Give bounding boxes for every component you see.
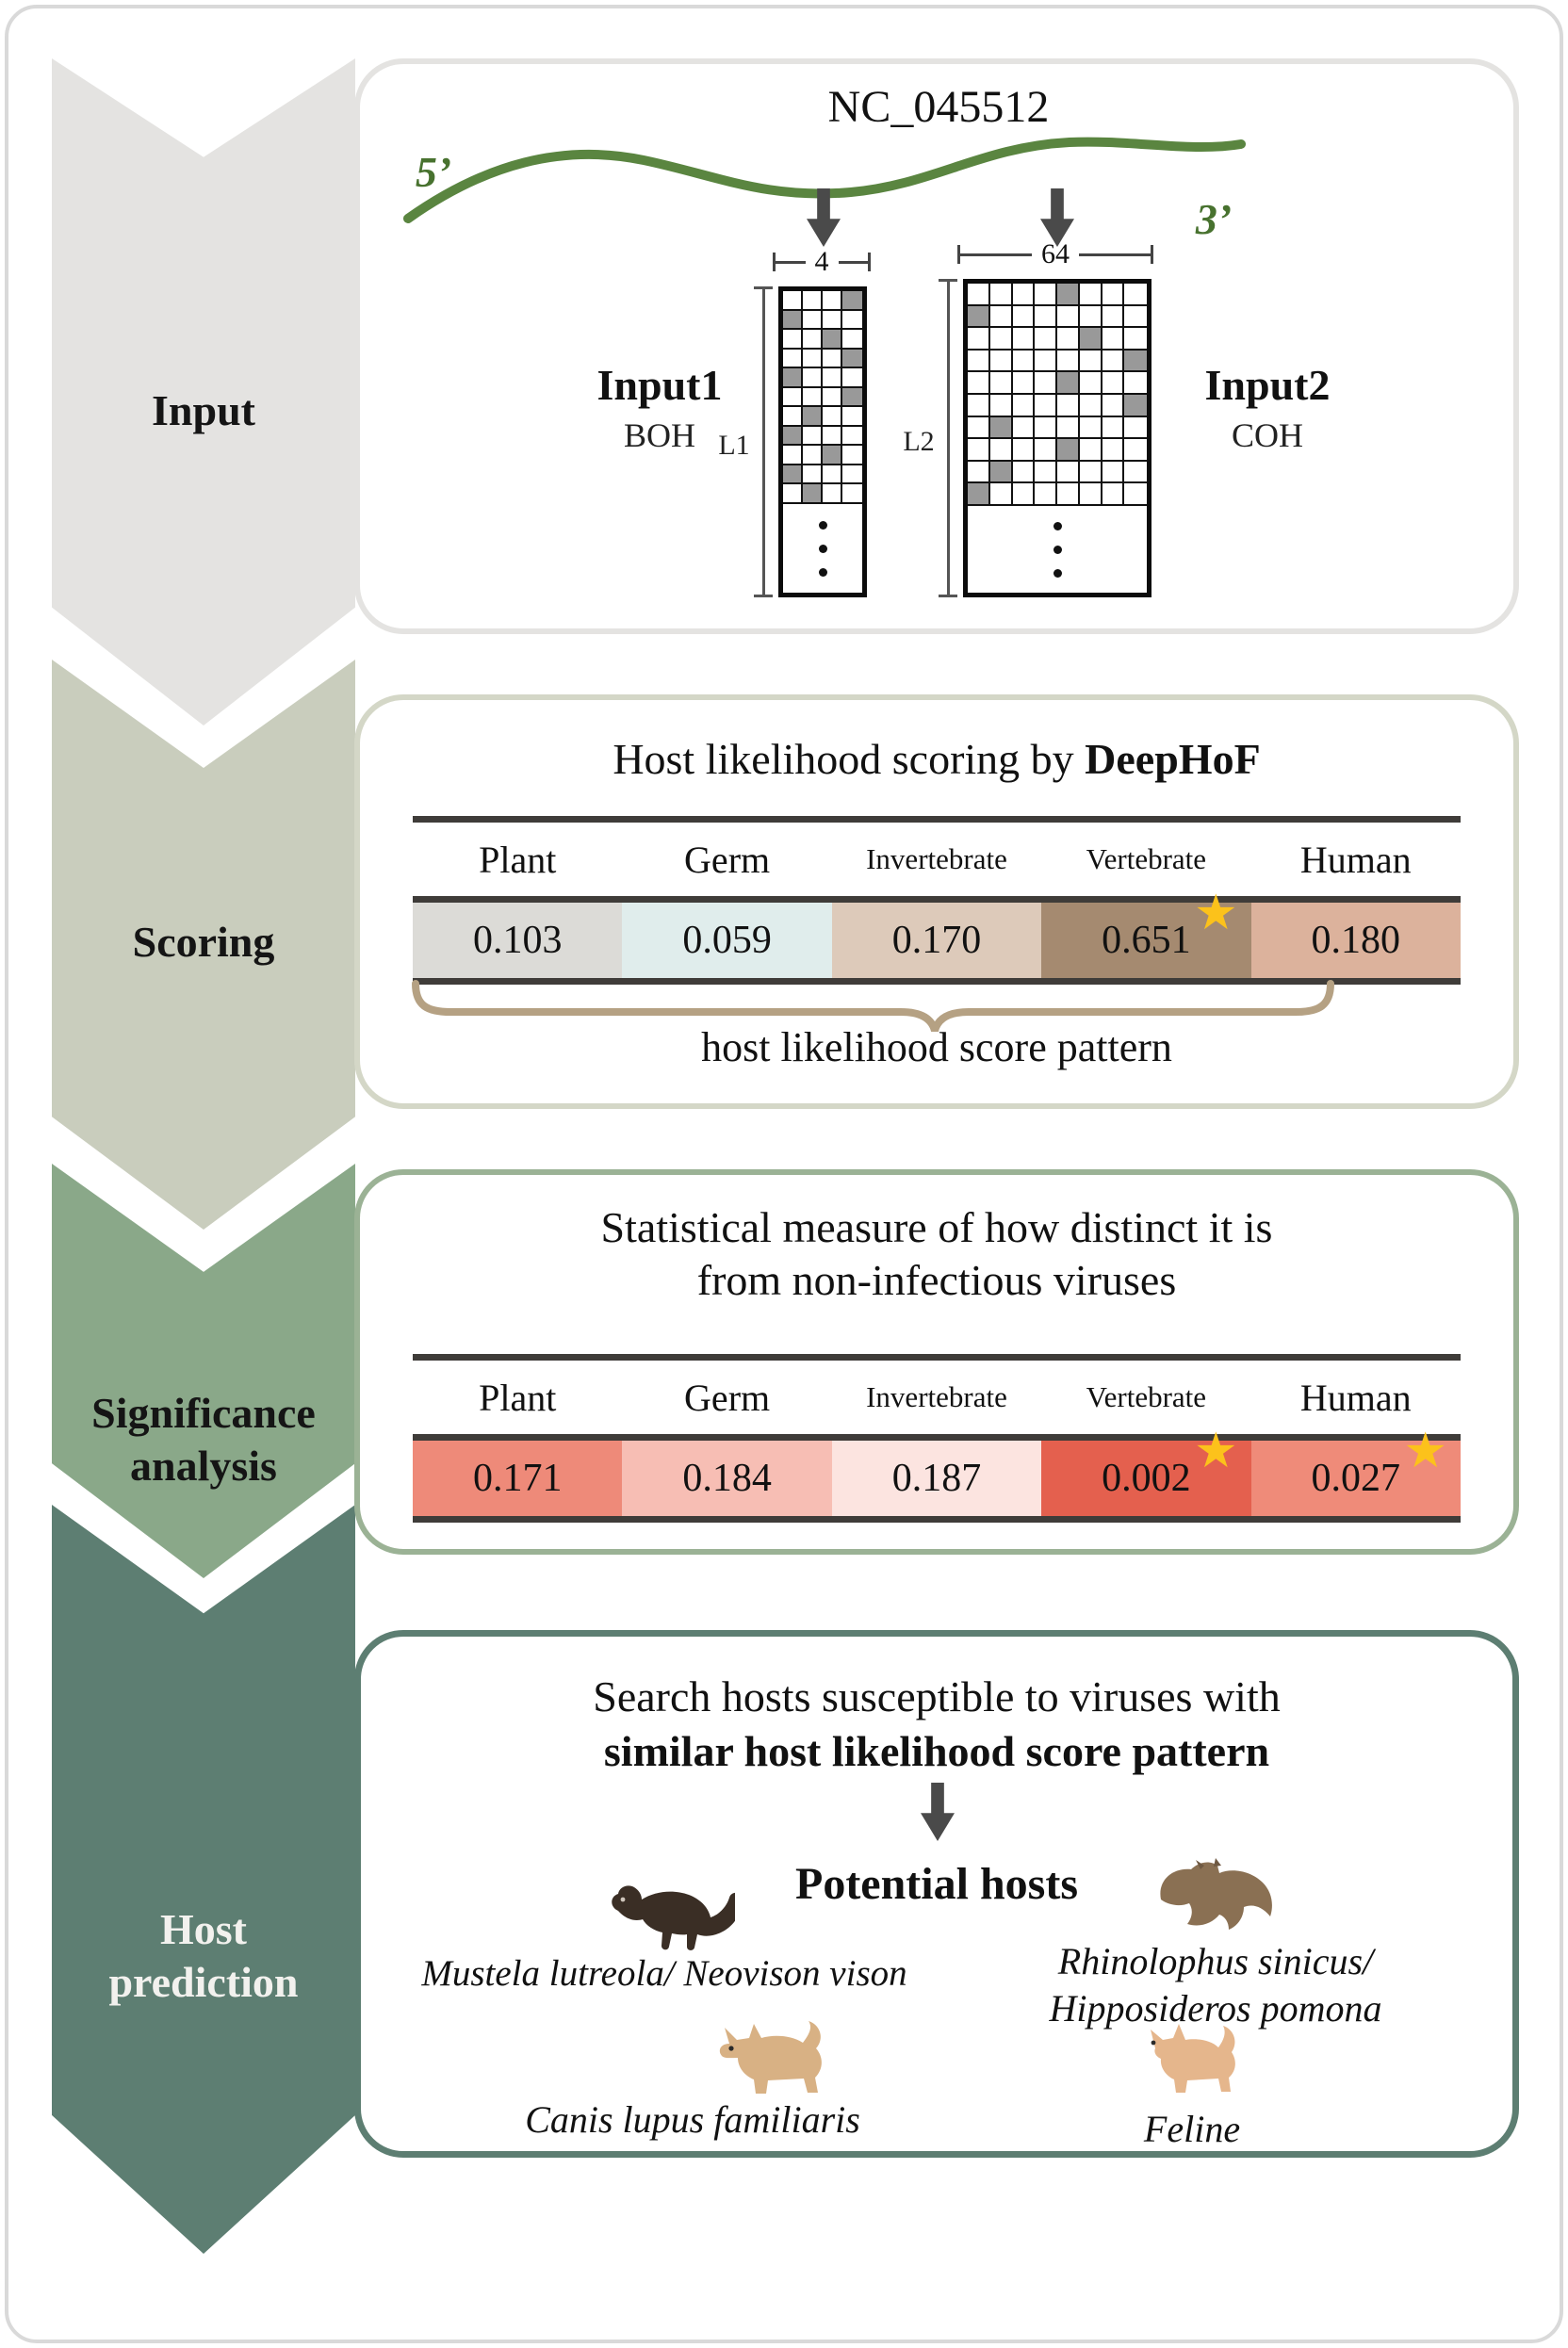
matrix-cell xyxy=(823,388,842,408)
matrix-cell xyxy=(823,446,842,465)
matrix-cell xyxy=(1124,395,1147,417)
matrix-cell xyxy=(990,372,1013,395)
matrix-cell xyxy=(968,462,990,484)
matrix-cell xyxy=(803,291,823,311)
table-rule xyxy=(413,1354,1461,1361)
matrix-cell xyxy=(1080,462,1102,484)
matrix-cell xyxy=(783,388,803,408)
matrix-cell xyxy=(968,372,990,395)
matrix-cell xyxy=(1035,284,1057,306)
matrix-cell xyxy=(1057,284,1080,306)
matrix-cell xyxy=(1102,483,1125,506)
matrix-cell xyxy=(1080,417,1102,440)
matrix2-length-line xyxy=(938,279,958,597)
potential-hosts-label: Potential hosts xyxy=(795,1859,1078,1909)
matrix-cell xyxy=(1124,462,1147,484)
matrix-cell xyxy=(1035,395,1057,417)
three-prime-label: 3’ xyxy=(1195,195,1233,243)
matrix-cell xyxy=(842,484,862,504)
input2-label: Input2 COH xyxy=(1204,361,1331,454)
matrix-cell xyxy=(1013,439,1036,462)
matrix-cell xyxy=(1035,462,1057,484)
table-value-row xyxy=(413,1425,1461,1516)
significance-title-line1: Statistical measure of how distinct it is xyxy=(600,1203,1273,1251)
matrix-cell xyxy=(1035,328,1057,351)
score-cell-invertebrate: 0.170 xyxy=(832,903,1041,978)
matrix-cell xyxy=(990,328,1013,351)
matrix-cell xyxy=(823,427,842,447)
matrix-cell xyxy=(842,291,862,311)
matrix-cell xyxy=(1124,284,1147,306)
matrix-cell xyxy=(968,417,990,440)
matrix-cell xyxy=(1013,351,1036,373)
mink-icon xyxy=(603,1871,735,1962)
boh-matrix xyxy=(778,286,867,597)
matrix-cell xyxy=(968,328,990,351)
score-cell-plant: 0.103 xyxy=(413,903,622,978)
host-name-rhinolophus-line2: Hipposideros pomona xyxy=(1049,1987,1382,2030)
matrix-cell xyxy=(842,368,862,388)
pvalue-cell-invertebrate: 0.187 xyxy=(832,1441,1041,1516)
column-header-invertebrate: Invertebrate xyxy=(866,1380,1007,1413)
coh-matrix xyxy=(963,279,1152,597)
matrix-cell xyxy=(783,446,803,465)
matrix-cell xyxy=(1035,372,1057,395)
matrix-cell xyxy=(968,483,990,506)
star-icon: ★ xyxy=(1193,1425,1238,1478)
matrix-cell xyxy=(968,351,990,373)
table-rule xyxy=(413,1434,1461,1441)
matrix-cell xyxy=(803,350,823,369)
dog-icon xyxy=(703,2016,844,2111)
column-header-germ: Germ xyxy=(684,838,771,881)
matrix-cell xyxy=(842,407,862,427)
matrix-cell xyxy=(1057,483,1080,506)
table-header-row xyxy=(413,1361,1461,1434)
matrix-cell xyxy=(1080,328,1102,351)
column-header-vertebrate: Vertebrate xyxy=(1086,1380,1207,1413)
matrix-cell xyxy=(990,417,1013,440)
matrix-cell xyxy=(1124,351,1147,373)
matrix-cell xyxy=(803,388,823,408)
matrix-cell xyxy=(1013,284,1036,306)
column-header-invertebrate: Invertebrate xyxy=(866,842,1007,875)
matrix-cell xyxy=(803,407,823,427)
five-prime-label: 5’ xyxy=(415,148,452,196)
matrix-cell xyxy=(1080,395,1102,417)
matrix-cell xyxy=(1013,328,1036,351)
matrix-cell xyxy=(990,462,1013,484)
table-value-row xyxy=(413,887,1461,978)
matrix-cell xyxy=(1102,328,1125,351)
matrix2-length-label: L2 xyxy=(903,426,935,457)
matrix1-width-dimension: 4 xyxy=(773,251,871,273)
host-name-feline: Feline xyxy=(1143,2108,1241,2150)
host-name-canis: Canis lupus familiaris xyxy=(525,2098,860,2141)
matrix-cell xyxy=(1013,395,1036,417)
score-cell-vertebrate: 0.651 ★ xyxy=(1041,903,1250,978)
step-label-significance-analysis: Significance analysis xyxy=(91,1389,316,1491)
host-name-mustela: Mustela lutreola/ Neovison vison xyxy=(421,1953,907,1994)
matrix-cell xyxy=(1013,483,1036,506)
matrix-cell xyxy=(1102,284,1125,306)
matrix-cell xyxy=(1057,306,1080,329)
matrix-cell xyxy=(783,407,803,427)
matrix-cell xyxy=(1124,372,1147,395)
scoring-title: Host likelihood scoring by DeepHoF xyxy=(612,735,1261,783)
table-rule xyxy=(413,816,1461,823)
matrix-cell xyxy=(1102,395,1125,417)
matrix-cell xyxy=(803,311,823,331)
star-icon: ★ xyxy=(1403,1425,1447,1478)
matrix-cell xyxy=(1124,439,1147,462)
significance-table xyxy=(413,1354,1461,1523)
matrix-cell xyxy=(1057,328,1080,351)
pvalue-cell-vertebrate: 0.002 ★ xyxy=(1041,1441,1250,1516)
matrix-cell xyxy=(783,291,803,311)
search-text-line2: similar host likelihood score pattern xyxy=(603,1727,1270,1775)
matrix-cell xyxy=(1080,306,1102,329)
matrix-cell xyxy=(1013,372,1036,395)
matrix-cell xyxy=(1124,328,1147,351)
matrix1-length-label: L1 xyxy=(718,430,750,461)
matrix-cell xyxy=(1035,417,1057,440)
matrix-cell xyxy=(823,350,842,369)
matrix-cell xyxy=(1057,395,1080,417)
column-header-human: Human xyxy=(1299,1376,1412,1419)
matrix-cell xyxy=(1057,439,1080,462)
host-name-rhinolophus-line1: Rhinolophus sinicus/ xyxy=(1057,1940,1374,1982)
matrix-cell xyxy=(1080,483,1102,506)
pvalue-cell-germ: 0.184 xyxy=(622,1441,831,1516)
step-label-host-prediction: Host prediction xyxy=(108,1905,299,2007)
matrix-cell xyxy=(842,330,862,350)
matrix-cell xyxy=(968,395,990,417)
matrix-cell xyxy=(1013,417,1036,440)
matrix-cell xyxy=(783,465,803,485)
pvalue-cell-human: 0.027 ★ xyxy=(1251,1441,1461,1516)
matrix-cell xyxy=(1080,439,1102,462)
matrix-cell xyxy=(1035,483,1057,506)
matrix-cell xyxy=(842,350,862,369)
matrix-cell xyxy=(990,351,1013,373)
matrix-cell xyxy=(990,284,1013,306)
matrix-cell xyxy=(783,330,803,350)
column-header-plant: Plant xyxy=(479,1376,557,1419)
genome-accession: NC_045512 xyxy=(827,82,1050,132)
matrix-cell xyxy=(803,330,823,350)
significance-title-line2: from non-infectious viruses xyxy=(696,1256,1177,1304)
matrix-cell xyxy=(1035,351,1057,373)
score-cell-germ: 0.059 xyxy=(622,903,831,978)
step-chevron-host-prediction xyxy=(52,1505,355,2254)
pattern-label: host likelihood score pattern xyxy=(701,1024,1172,1070)
step-label-input: Input xyxy=(152,386,255,434)
column-header-germ: Germ xyxy=(684,1376,771,1419)
matrix-cell xyxy=(842,465,862,485)
matrix-cell xyxy=(842,446,862,465)
matrix-cell xyxy=(842,311,862,331)
matrix-cell xyxy=(990,395,1013,417)
matrix-cell xyxy=(1080,372,1102,395)
matrix-cell xyxy=(1013,462,1036,484)
ellipsis-dots xyxy=(968,506,1147,593)
matrix-cell xyxy=(1057,417,1080,440)
column-header-human: Human xyxy=(1299,838,1412,881)
matrix-cell xyxy=(803,368,823,388)
matrix-cell xyxy=(823,368,842,388)
matrix-cell xyxy=(1102,439,1125,462)
matrix-cell xyxy=(823,291,842,311)
matrix-cell xyxy=(990,439,1013,462)
table-header-row xyxy=(413,823,1461,896)
matrix-cell xyxy=(1102,351,1125,373)
bat-icon xyxy=(1152,1858,1280,1949)
ellipsis-dots xyxy=(783,504,862,593)
matrix-cell xyxy=(1102,372,1125,395)
matrix-cell xyxy=(990,483,1013,506)
matrix-cell xyxy=(1035,439,1057,462)
matrix-cell xyxy=(1013,306,1036,329)
step-label-scoring: Scoring xyxy=(132,918,275,966)
matrix-cell xyxy=(803,465,823,485)
matrix-cell xyxy=(1102,306,1125,329)
score-cell-human: 0.180 xyxy=(1251,903,1461,978)
matrix-cell xyxy=(823,330,842,350)
matrix-cell xyxy=(1057,462,1080,484)
matrix-cell xyxy=(990,306,1013,329)
matrix2-width-dimension: 64 xyxy=(957,243,1153,266)
matrix-cell xyxy=(1080,351,1102,373)
star-icon: ★ xyxy=(1193,887,1238,940)
host-likelihood-score-table xyxy=(413,816,1461,985)
matrix-cell xyxy=(783,350,803,369)
table-rule xyxy=(413,896,1461,903)
matrix-cell xyxy=(968,306,990,329)
matrix-cell xyxy=(1035,306,1057,329)
matrix-cell xyxy=(803,446,823,465)
column-header-plant: Plant xyxy=(479,838,557,881)
matrix-cell xyxy=(823,407,842,427)
search-text-line1: Search hosts susceptible to viruses with xyxy=(593,1672,1281,1720)
matrix-cell xyxy=(803,427,823,447)
matrix-cell xyxy=(1124,483,1147,506)
matrix-cell xyxy=(968,284,990,306)
matrix-cell xyxy=(1124,306,1147,329)
matrix-cell xyxy=(842,388,862,408)
matrix-cell xyxy=(823,465,842,485)
matrix-cell xyxy=(823,484,842,504)
matrix-cell xyxy=(823,311,842,331)
matrix-cell xyxy=(1124,417,1147,440)
matrix-cell xyxy=(1080,284,1102,306)
matrix-cell xyxy=(783,427,803,447)
matrix-cell xyxy=(783,311,803,331)
matrix-cell xyxy=(968,439,990,462)
table-rule xyxy=(413,1516,1461,1523)
matrix-cell xyxy=(783,484,803,504)
matrix-cell xyxy=(1102,462,1125,484)
matrix-cell xyxy=(1102,417,1125,440)
matrix-cell xyxy=(1057,372,1080,395)
matrix-cell xyxy=(803,484,823,504)
matrix-cell xyxy=(1057,351,1080,373)
input1-label: Input1 BOH xyxy=(596,361,723,454)
pvalue-cell-plant: 0.171 xyxy=(413,1441,622,1516)
matrix-cell xyxy=(842,427,862,447)
matrix-cell xyxy=(783,368,803,388)
column-header-vertebrate: Vertebrate xyxy=(1086,842,1207,875)
